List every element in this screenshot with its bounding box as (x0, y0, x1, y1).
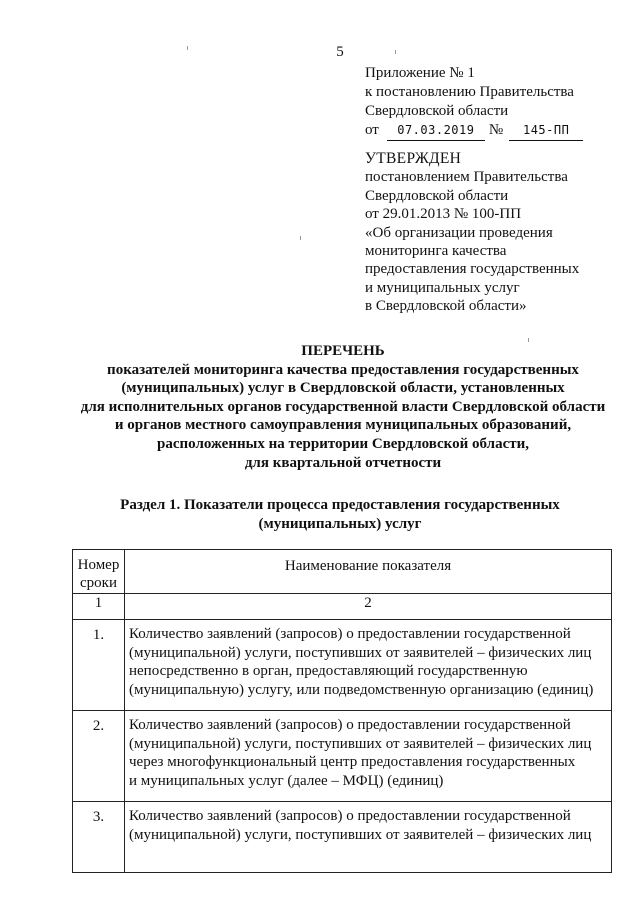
indicator-name (125, 711, 612, 802)
approved-line: Свердловской области (365, 187, 509, 204)
from-label: от (365, 122, 379, 138)
indicators-table (72, 549, 612, 873)
row-number: 3. (73, 802, 125, 873)
indicator-name (125, 802, 612, 873)
table-row (73, 620, 612, 711)
header-number-cell (73, 550, 125, 594)
appendix-title: Приложение № 1 (365, 65, 475, 81)
table-row (73, 711, 612, 802)
title-line: (муниципальных) услуг в Свердловской области, установленных (121, 380, 565, 397)
approved-line: предоставления государственных (365, 261, 580, 278)
header-number-label: Номер (77, 557, 120, 573)
indicator-line: непосредственно в орган, предоставляющий государственную (129, 663, 528, 679)
row-number: 1. (73, 620, 125, 711)
title-line: для квартальной отчетности (244, 454, 442, 471)
indicator-line: (муниципальную) услугу, или подведомственную организацию (единиц) (129, 681, 594, 698)
column-number-row (73, 594, 612, 620)
scan-mark (395, 50, 396, 54)
indicator-line: Количество заявлений (запросов) о предоставлении государственной (129, 717, 571, 733)
scan-mark (300, 236, 301, 240)
appendix-line: Свердловской области (365, 103, 509, 119)
title-line: для исполнительных органов государственной власти Свердловской области (80, 398, 606, 415)
section-title (80, 496, 600, 533)
approved-line: от 29.01.2013 № 100-ПП (365, 206, 522, 223)
document-title (60, 342, 626, 472)
indicator-line: Количество заявлений (запросов) о предоставлении государственной (129, 808, 571, 824)
title-line: показателей мониторинга качества предоставления государственных (107, 361, 579, 378)
approved-line: постановлением Правительства (365, 169, 568, 186)
approved-line: мониторинга качества (365, 243, 507, 260)
page-number: 5 (336, 44, 344, 60)
scan-mark (187, 46, 188, 50)
row-number: 2. (73, 711, 125, 802)
approved-line: «Об организации проведения (365, 224, 553, 241)
title-line: расположенных на территории Свердловской области, (157, 435, 529, 452)
title-heading: ПЕРЕЧЕНЬ (301, 343, 385, 359)
approved-heading: УТВЕРЖДЕН (365, 150, 462, 167)
indicator-line: (муниципальной) услуги, поступивших от заявителей – физических лиц (129, 826, 592, 843)
table-header-row (73, 550, 612, 594)
indicator-line: (муниципальной) услуги, поступивших от заявителей – физических лиц (129, 735, 592, 752)
section-title-line: (муниципальных) услуг (258, 515, 422, 532)
appendix-block (365, 64, 625, 141)
indicator-line: Количество заявлений (запросов) о предоставлении государственной (129, 626, 571, 642)
scan-mark (528, 338, 529, 342)
resolution-number: 145-ПП (509, 121, 583, 141)
appendix-date-line (365, 121, 625, 141)
appendix-line: к постановлению Правительства (365, 84, 574, 100)
number-label: № (488, 122, 504, 138)
approved-line: в Свердловской области» (365, 298, 527, 315)
header-name-cell: Наименование показателя (125, 550, 612, 594)
indicator-line: через многофункциональный центр предоставления государственных (129, 754, 576, 770)
section-title-line: Раздел 1. Показатели процесса предоставления государственных (120, 497, 560, 513)
resolution-date: 07.03.2019 (387, 121, 485, 141)
indicator-line: (муниципальной) услуги, поступивших от заявителей – физических лиц (129, 644, 592, 661)
approved-block (365, 150, 625, 316)
header-number-label: сроки (80, 575, 117, 591)
approved-line: и муниципальных услуг (365, 279, 520, 296)
indicator-line: и муниципальных услуг (далее – МФЦ) (единиц) (129, 772, 444, 789)
column-number-2: 2 (125, 594, 612, 620)
table-row (73, 802, 612, 873)
title-line: и органов местного самоуправления муниципальных образований, (114, 417, 572, 434)
column-number-1: 1 (73, 594, 125, 620)
indicator-name (125, 620, 612, 711)
